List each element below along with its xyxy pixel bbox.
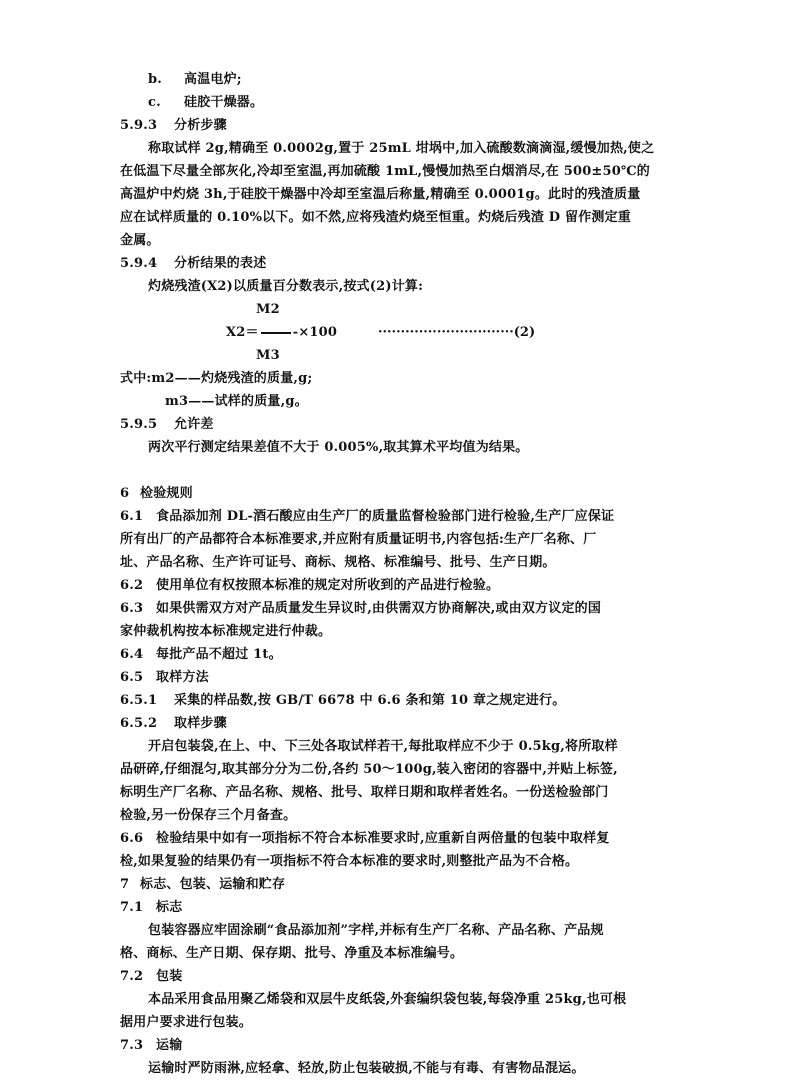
paragraph-line: m3——试样的质量,g。 [165,394,308,409]
section-heading-6-3: 6.3 如果供需双方对产品质量发生异议时,由供需双方协商解决,或由双方议定的国 [120,601,602,616]
paragraph-line: 本品采用食品用聚乙烯袋和双层牛皮纸袋,外套编织袋包装,每袋净重 25kg,也可根 [148,992,627,1007]
paragraph-line: 在低温下尽量全部灰化,冷却至室温,再加硫酸 1mL,慢慢加热至白烟消尽,在 500±50℃的 [120,164,650,179]
paragraph-line: 据用户要求进行包装。 [120,1015,253,1030]
section-heading-6-1: 6.1 食品添加剂 DL-酒石酸应由生产厂的质量监督检验部门进行检验,生产厂应保证 [120,509,615,524]
paragraph-line: 格、商标、生产日期、保存期、批号、净重及本标准编号。 [120,946,464,961]
list-item-c: c. 硅胶干燥器。 [148,95,264,110]
paragraph-line: 检验,另一份保存三个月备查。 [120,808,297,823]
section-heading-5-9-4: 5.9.4 分析结果的表述 [120,256,267,271]
paragraph-line: 家仲裁机构按本标准规定进行仲裁。 [120,624,332,639]
section-heading-6-5-2: 6.5.2 取样步骤 [120,716,227,731]
paragraph-line: 应在试样质量的 0.10%以下。如不然,应将残渣灼烧至恒重。灼烧后残渣 D 留作测定重 [120,210,631,225]
section-heading-5-9-5: 5.9.5 允许差 [120,417,214,432]
paragraph-line: 金属。 [120,233,160,248]
section-heading-6: 6 检验规则 [120,486,193,501]
section-heading-6-6: 6.6 检验结果中如有一项指标不符合本标准要求时,应重新自两倍量的包装中取样复 [120,831,610,846]
list-item-b: b. 高温电炉; [148,72,242,87]
paragraph-line: 所有出厂的产品都符合本标准要求,并应附有质量证明书,内容包括:生产厂名称、厂 [120,532,597,547]
paragraph-line: 标明生产厂名称、产品名称、规格、批号、取样日期和取样者姓名。一份送检验部门 [120,785,609,800]
formula-main: X2＝ -×100 [226,325,338,340]
paragraph-line: 址、产品名称、生产许可证号、商标、规格、标准编号、批号、生产日期。 [120,555,556,570]
paragraph-line: 检,如果复验的结果仍有一项指标不符合本标准的要求时,则整批产品为不合格。 [120,854,579,869]
formula-numerator: M2 [256,302,280,317]
section-heading-7-2: 7.2 包装 [120,969,183,984]
section-heading-7-1: 7.1 标志 [120,900,183,915]
paragraph-line: 灼烧残渣(X2)以质量百分数表示,按式(2)计算: [148,279,424,294]
paragraph-line: 式中:m2——灼烧残渣的质量,g; [120,371,313,386]
paragraph-line: 包装容器应牢固涂刷“食品添加剂”字样,并标有生产厂名称、产品名称、产品规 [148,923,604,938]
fraction-bar [261,332,291,334]
section-heading-7: 7 标志、包装、运输和贮存 [120,877,286,892]
formula-equation-number: ······························(2) [378,325,536,340]
paragraph-line: 品研碎,仔细混匀,取其部分分为二份,各约 50～100g,装入密闭的容器中,并贴上标签, [120,762,618,777]
section-heading-5-9-3: 5.9.3 分析步骤 [120,118,227,133]
section-heading-6-5: 6.5 取样方法 [120,670,209,685]
paragraph-line: 高温炉中灼烧 3h,于硅胶干燥器中冷却至室温后称量,精确至 0.0001g。此时的残渣质量 [120,187,641,202]
paragraph-line: 两次平行测定结果差值不大于 0.005%,取其算术平均值为结果。 [148,440,529,455]
paragraph-line: 开启包装袋,在上、中、下三处各取试样若干,每批取样应不少于 0.5kg,将所取样 [148,739,618,754]
section-heading-6-4: 6.4 每批产品不超过 1t。 [120,647,282,662]
formula-denominator: M3 [256,348,280,363]
section-heading-6-2: 6.2 使用单位有权按照本标准的规定对所收到的产品进行检验。 [120,578,500,593]
section-heading-7-3: 7.3 运输 [120,1038,183,1053]
paragraph-line: 称取试样 2g,精确至 0.0002g,置于 25mL 坩埚中,加入硫酸数滴滴湿,缓慢加热,使之 [148,141,655,156]
paragraph-line: 运输时严防雨淋,应轻拿、轻放,防止包装破损,不能与有毒、有害物品混运。 [148,1061,585,1076]
section-heading-6-5-1: 6.5.1 采集的样品数,按 GB/T 6678 中 6.6 条和第 10 章之规定进行。 [120,693,566,708]
